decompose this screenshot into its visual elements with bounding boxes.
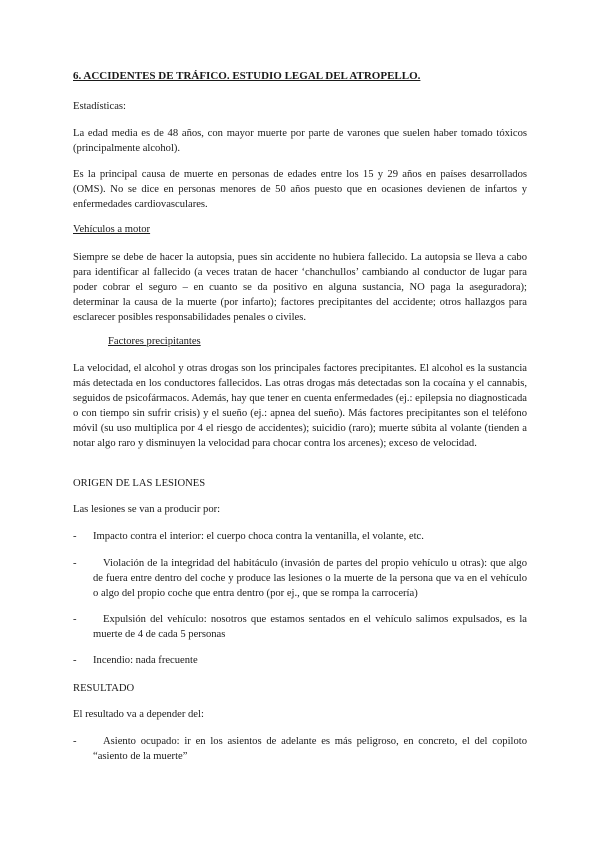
estadisticas-paragraph-1: La edad media es de 48 años, con mayor muerte por parte de varones que suelen haber tomado tóxicos (principalmente alcohol).	[73, 128, 527, 154]
list-dash: -	[73, 614, 77, 625]
factores-paragraph: La velocidad, el alcohol y otras drogas son los principales factores precipitantes. El alcohol es la sustancia más detectada en los conductores fallecidos. Las otras drogas más detectadas son la cocaína y el cannabis, seguidos de psicofármacos. Además, hay que tener en cuenta enfermedades (ej.: epilepsia no diagnosticada o con tiempo sin sufrir crisis) y el sueño (ej.: apnea del sueño). Más factores precipitantes son el teléfono móvil (su uso multiplica por 4 el riesgo de accidentes); suicidio (raro); muerte súbita al volante (tienden a notar algo raro y disminuyen la velocidad para chocar contra los arcenes); exceso de velocidad.	[73, 363, 527, 449]
origen-list-item	[73, 529, 527, 544]
resultado-intro: El resultado va a depender del:	[73, 709, 204, 720]
list-item-text: Expulsión del vehículo: nosotros que estamos sentados en el vehículo salimos expulsados, es la muerte de 4 de cada 5 personas	[93, 614, 527, 640]
list-dash: -	[73, 736, 77, 747]
vehiculos-paragraph: Siempre se debe de hacer la autopsia, pues sin accidente no hubiera fallecido. La autopsia se lleva a cabo para identificar al fallecido (a veces tratan de hacer ‘chanchullos’ cambiando al conductor de lugar para poder cobrar el seguro – en cuanto se da positivo en alguna sustancia, NO paga la aseguradora); determinar la causa de la muerte (por infarto); factores precipitantes del accidente; otros hallazgos para esclarecer posibles responsabilidades penales o civiles.	[73, 252, 527, 323]
estadisticas-heading: Estadísticas:	[73, 101, 126, 112]
section-title: 6. ACCIDENTES DE TRÁFICO. ESTUDIO LEGAL DEL ATROPELLO.	[73, 70, 421, 82]
resultado-list-item	[73, 734, 527, 764]
origen-list-item	[73, 612, 527, 642]
origen-list-item	[73, 556, 527, 601]
list-dash: -	[73, 531, 77, 542]
origen-list-item	[73, 653, 527, 668]
list-dash: -	[73, 655, 77, 666]
origen-intro: Las lesiones se van a producir por:	[73, 504, 221, 515]
resultado-heading: RESULTADO	[73, 683, 135, 694]
vehiculos-heading: Vehículos a motor	[73, 224, 151, 235]
list-item-text: Asiento ocupado: ir en los asientos de adelante es más peligroso, en concreto, el del copiloto “asiento de la muerte”	[93, 736, 527, 762]
list-dash: -	[73, 558, 77, 569]
origen-heading: ORIGEN DE LAS LESIONES	[73, 478, 206, 489]
list-item-text: Incendio: nada frecuente	[93, 655, 198, 666]
estadisticas-paragraph-2: Es la principal causa de muerte en personas de edades entre los 15 y 29 años en países desarrollados (OMS). No se dice en personas menores de 50 años puesto que en ocasiones devienen de infartos y enfermedades cardiovasculares.	[73, 169, 527, 210]
list-item-text: Violación de la integridad del habitáculo (invasión de partes del propio vehículo u otras): que algo de fuera entre dentro del coche y produce las lesiones o la muerte de la persona que va en el vehículo o algo del propio coche que entra dentro (por ej., que se rompa la carrocería)	[93, 558, 527, 599]
list-item-text: Impacto contra el interior: el cuerpo choca contra la ventanilla, el volante, etc.	[93, 531, 424, 542]
factores-heading: Factores precipitantes	[108, 336, 201, 347]
